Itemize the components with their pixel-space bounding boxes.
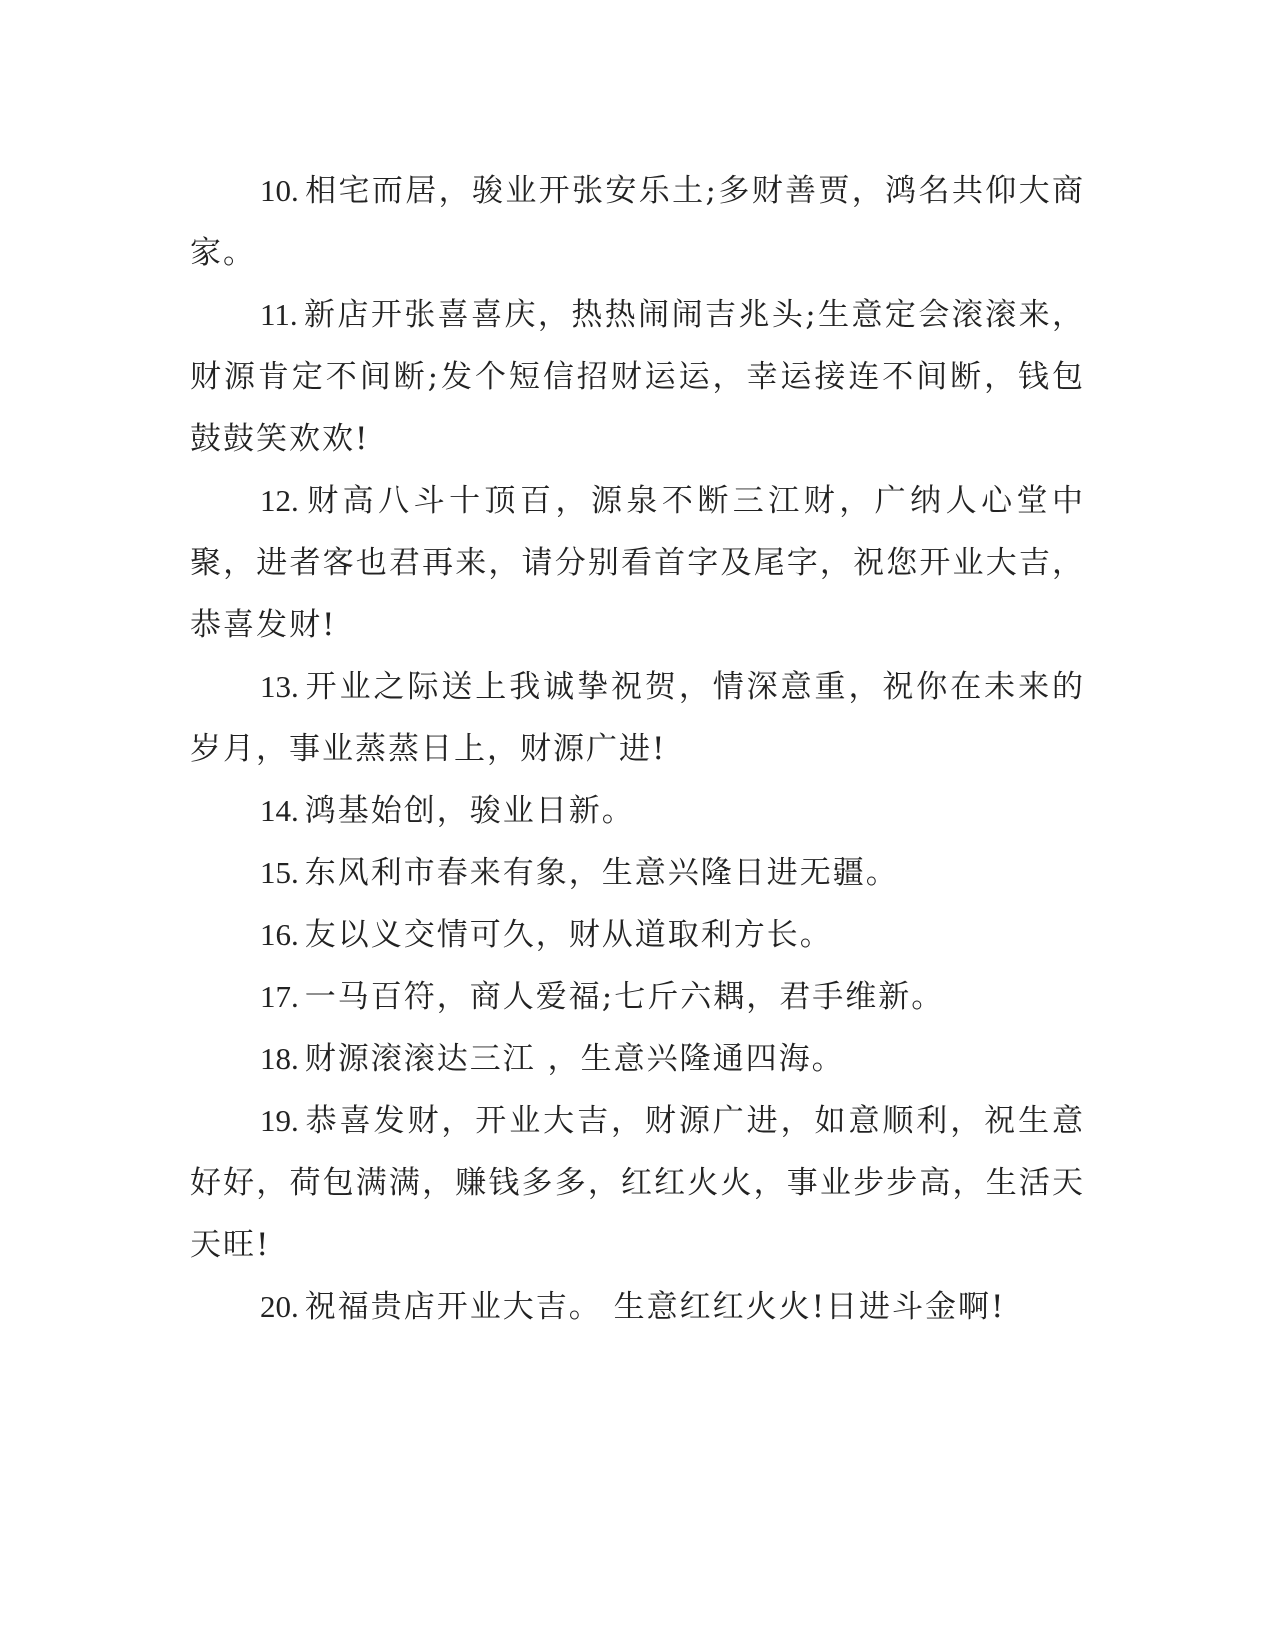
- item-text: 祝福贵店开业大吉。 生意红红火火!日进斗金啊!: [304, 1289, 1006, 1325]
- item-number: 14.: [260, 793, 299, 828]
- list-item: [190, 1276, 1085, 1338]
- item-text: 财高八斗十顶百，源泉不断三江财，广纳人心堂中聚，进者客也君再来，请分别看首字及尾字，祝您开业大吉，恭喜发财!: [190, 483, 1085, 643]
- item-number: 20.: [260, 1289, 299, 1324]
- item-text: 相宅而居，骏业开张安乐土;多财善贾，鸿名共仰大商家。: [190, 173, 1085, 271]
- list-item: [190, 656, 1085, 780]
- list-item: [190, 284, 1085, 470]
- item-text: 财源滚滚达三江 ，生意兴隆通四海。: [304, 1041, 845, 1077]
- item-number: 18.: [260, 1041, 299, 1076]
- item-text: 一马百符，商人爱福;七斤六耦，君手维新。: [304, 979, 945, 1015]
- list-item: [190, 780, 1085, 842]
- list-item: [190, 904, 1085, 966]
- item-number: 16.: [260, 917, 299, 952]
- item-text: 鸿基始创，骏业日新。: [304, 793, 635, 829]
- item-number: 15.: [260, 855, 299, 890]
- item-number: 13.: [260, 669, 299, 704]
- list-item: [190, 1028, 1085, 1090]
- list-item: [190, 1090, 1085, 1276]
- document-body: [190, 160, 1085, 1338]
- list-item: [190, 160, 1085, 284]
- item-text: 新店开张喜喜庆，热热闹闹吉兆头;生意定会滚滚来，财源肯定不间断;发个短信招财运运，幸运接连不间断，钱包鼓鼓笑欢欢!: [190, 297, 1085, 457]
- item-number: 10.: [260, 173, 299, 208]
- item-number: 19.: [260, 1103, 299, 1138]
- item-text: 开业之际送上我诚挚祝贺，情深意重，祝你在未来的岁月，事业蒸蒸日上，财源广进!: [190, 669, 1085, 767]
- item-number: 11.: [260, 297, 298, 332]
- item-number: 17.: [260, 979, 299, 1014]
- item-text: 恭喜发财，开业大吉，财源广进，如意顺利，祝生意好好，荷包满满，赚钱多多，红红火火，事业步步高，生活天天旺!: [190, 1103, 1085, 1263]
- list-item: [190, 842, 1085, 904]
- item-text: 友以义交情可久，财从道取利方长。: [304, 917, 833, 953]
- item-number: 12.: [260, 483, 299, 518]
- list-item: [190, 470, 1085, 656]
- list-item: [190, 966, 1085, 1028]
- item-text: 东风利市春来有象，生意兴隆日进无疆。: [304, 855, 899, 891]
